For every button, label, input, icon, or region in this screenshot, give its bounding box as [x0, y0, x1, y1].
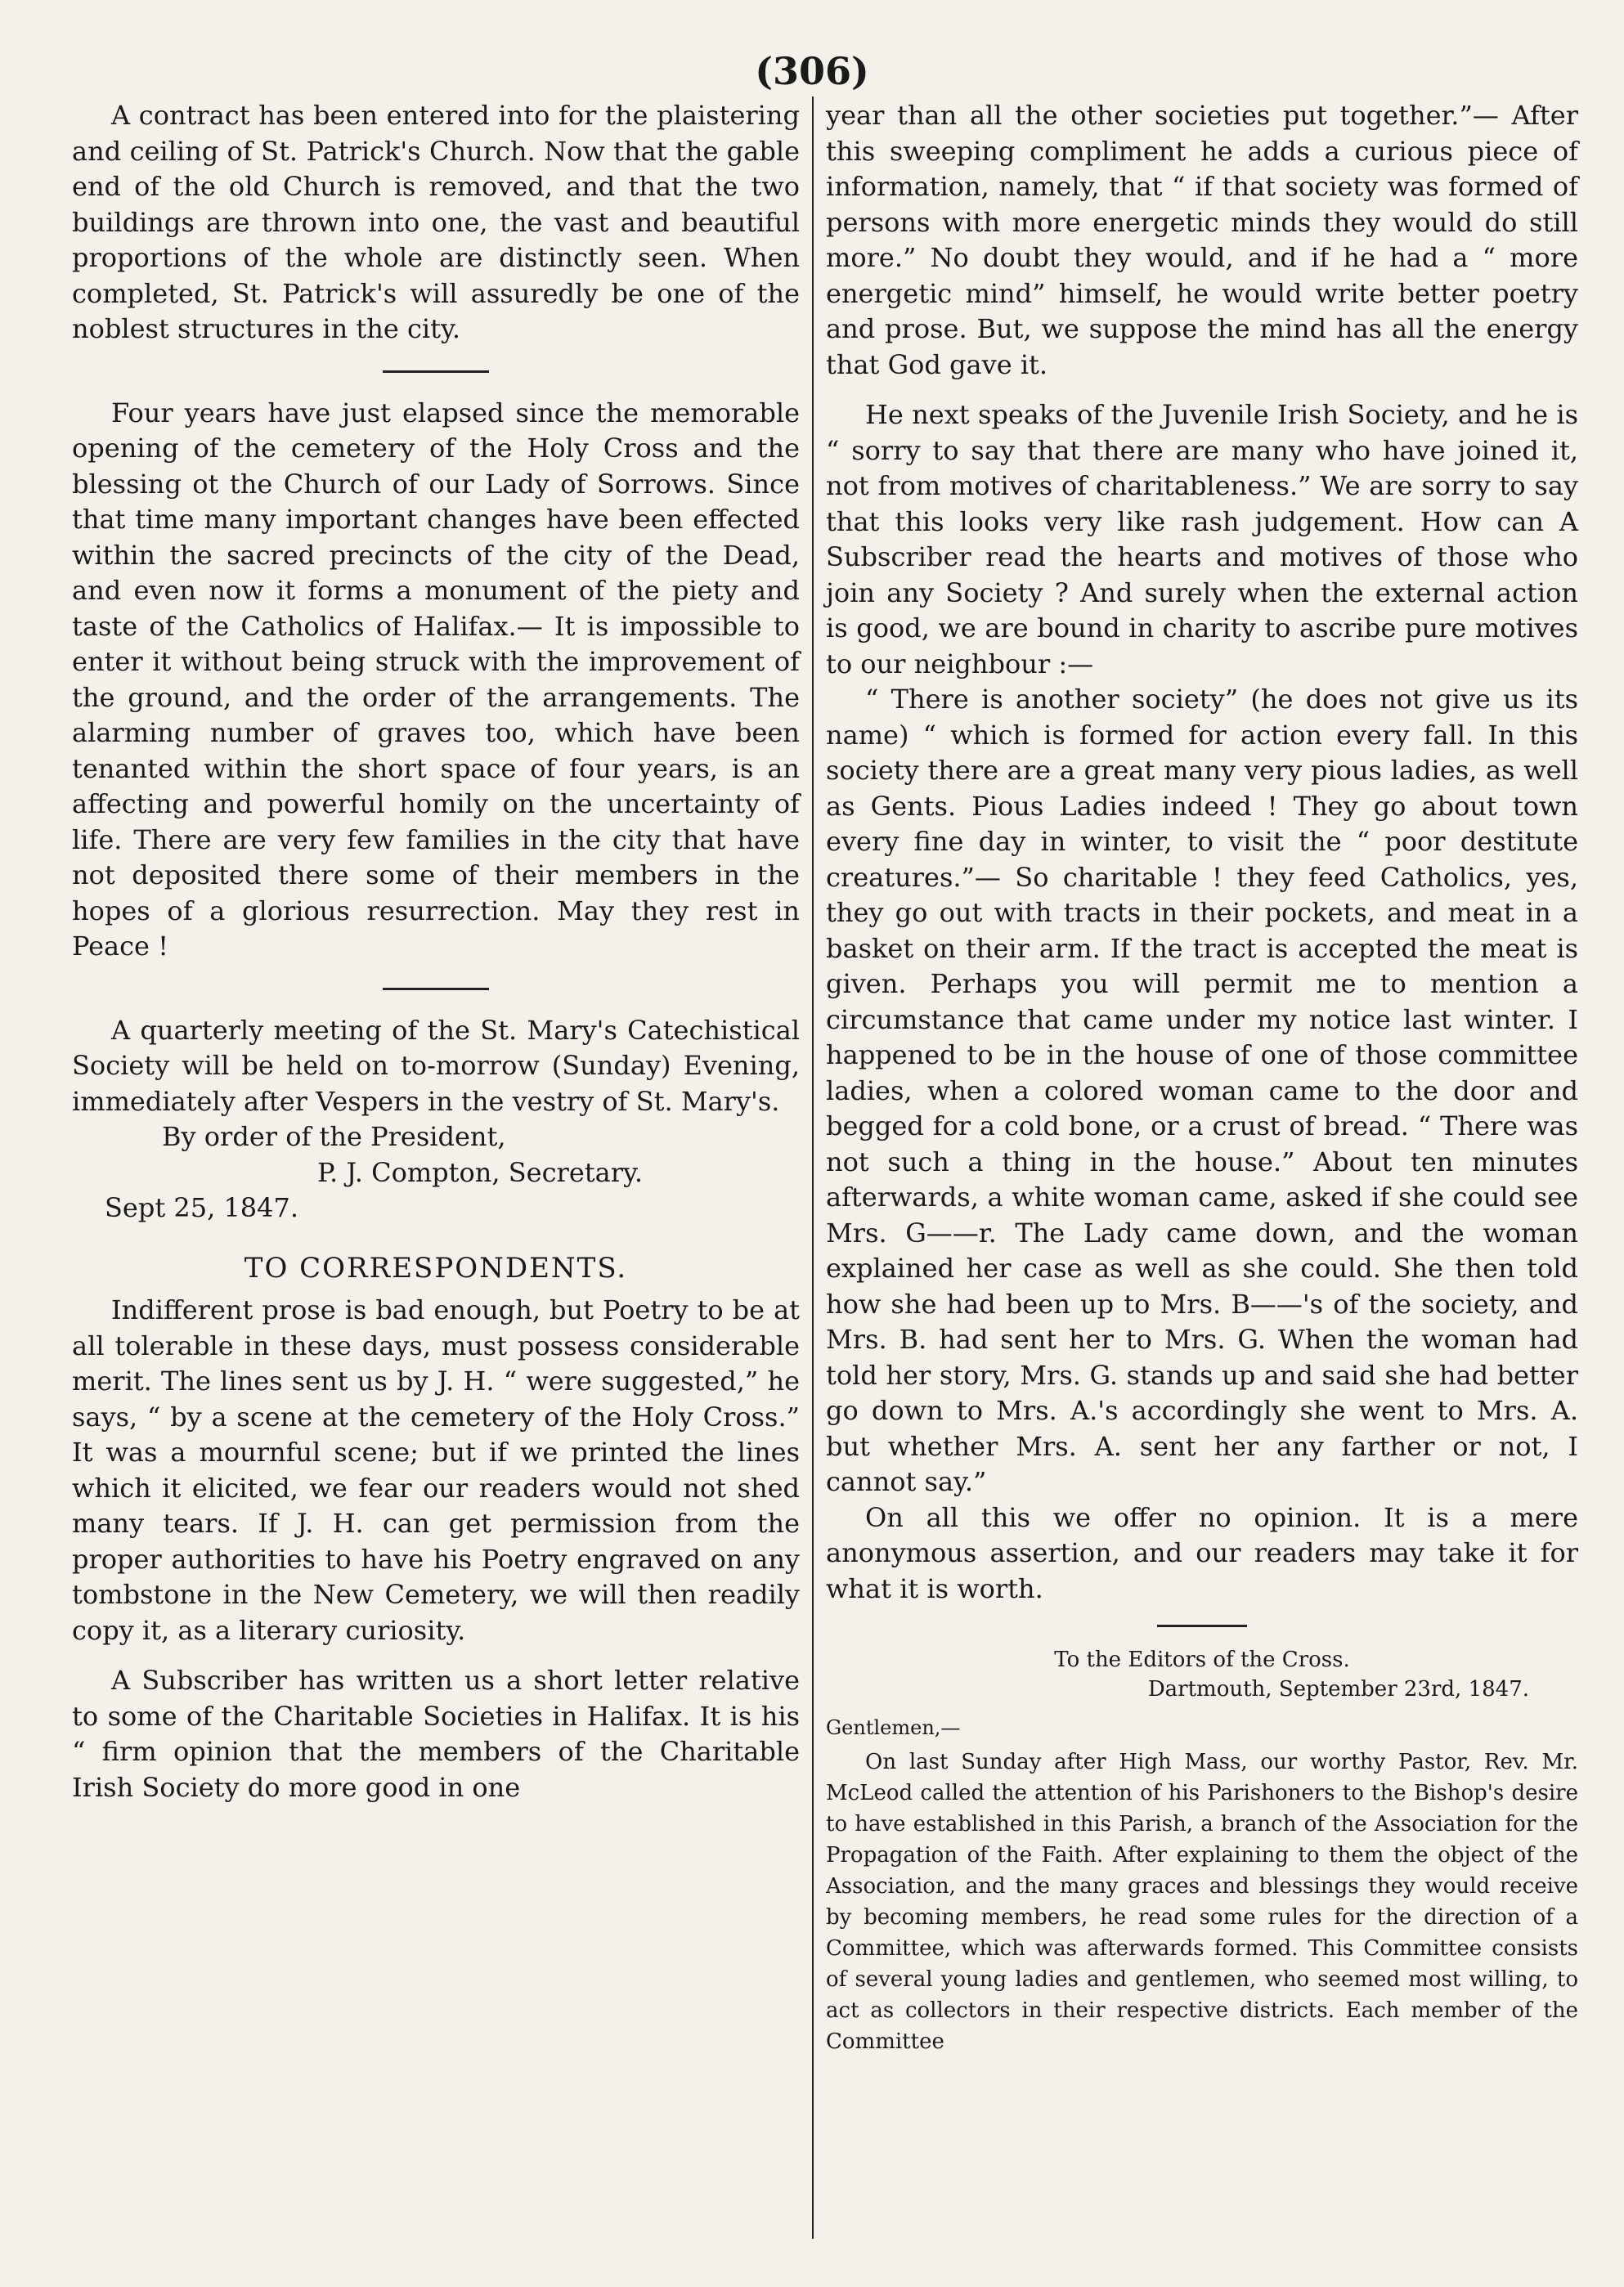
article-opinion: On all this we offer no opinion. It is a mere anonymous assertion, and our readers may take it for what it is worth. — [826, 1501, 1578, 1604]
article-contract: A contract has been entered into for the plaistering and ceiling of St. Patrick's Church. Now that the gable end of the old Church is removed, and that the two buildings are thrown into one, the vast and beautiful proportions of the whole are distinctly seen. When completed, St. Patrick's will assuredly be one of the noblest structures in the city. — [72, 100, 800, 344]
letter-salutation: Gentlemen,— — [826, 1716, 961, 1739]
section-rule — [383, 988, 489, 990]
article-poetry: Indifferent prose is bad enough, but Poetry to be at all tolerable in these days, must possess considerable merit. The lines sent us by J. H. “ were suggested,” he says, “ by a scene at the cemetery of the Holy Cross.” It was a mournful scene; but if we printed the lines which it elicited, we fear our readers would not shed many tears. If J. H. can get permission from the proper authorities to have his Poetry engraved on any tombstone in the New Cemetery, we will then readily copy it, as a literary curiosity. — [72, 1294, 800, 1646]
article-continued: year than all the other societies put together.”— After this sweeping compliment he adds a curious piece of information, namely, that “ if that society was formed of persons with more energetic minds they would do still more.” No doubt they would, and if he had a “ more energetic mind” himself, he would write better poetry and prose. But, we suppose the mind has all the energy that God gave it. — [826, 100, 1578, 380]
right-column — [826, 98, 1578, 2057]
section-heading: TO CORRESPONDENTS. — [244, 1251, 628, 1285]
signature-order: By order of the President, — [162, 1121, 506, 1152]
column-divider — [812, 96, 814, 2239]
article-subscriber: A Subscriber has written us a short letter relative to some of the Charitable Societies in Halifax. It is his “ firm opinion that the members of the Charitable Irish Society do more good in one — [72, 1665, 800, 1803]
letter-body: On last Sunday after High Mass, our worthy Pastor, Rev. Mr. McLeod called the attention of his Parishoners to the Bishop's desire to have established in this Parish, a branch of the Association for the Propagation of the Faith. After explaining to them the object of the Association, and the many graces and blessings they would receive by becoming members, he read some rules for the direction of a Committee, which was afterwards formed. This Committee consists of several young ladies and gentlemen, who seemed most willing, to act as collectors in their respective districts. Each member of the Committee — [826, 1749, 1578, 2054]
article-juvenile: He next speaks of the Juvenile Irish Society, and he is “ sorry to say that there are many who have joined it, not from motives of charitableness.” We are sorry to say that this looks very like rash judgement. How can A Subscriber read the hearts and motives of those who join any Society ? And surely when the external action is good, we are bound in charity to ascribe pure motives to our neighbour :— — [826, 399, 1578, 679]
page-number: (306) — [755, 49, 869, 93]
article-another-society: “ There is another society” (he does not give us its name) “ which is formed for action every fall. In this society there are a great many very pious ladies, as well as Gents. Pious Ladies indeed ! They go about town every fine day in winter, to visit the “ poor destitute creatures.”— So charitable ! they feed Catholics, yes, they go out with tracts in their pockets, and meat in a basket on their arm. If the tract is accepted the meat is given. Perhaps you will permit me to mention a circumstance that came under my notice last winter. I happened to be in the house of one of those committee ladies, when a colored woman came to the door and begged for a cold bone, or a crust of bread. “ There was not such a thing in the house.” About ten minutes afterwards, a white woman came, asked if she could see Mrs. G——r. The Lady came down, and the woman explained her case as well as she could. She then told how she had been up to Mrs. B——'s of the society, and Mrs. B. had sent her to Mrs. G. When the woman had told her story, Mrs. G. stands up and said she had better go down to Mrs. A.'s accordingly she went to Mrs. A. but whether Mrs. A. sent her any farther or not, I cannot say.” — [826, 684, 1578, 1497]
section-rule — [383, 370, 489, 373]
notice-meeting: A quarterly meeting of the St. Mary's Catechistical Society will be held on to-morrow (Sunday) Evening, immediately after Vespers in the vestry of St. Mary's. — [72, 1014, 800, 1117]
letter-dateline: Dartmouth, September 23rd, 1847. — [1147, 1677, 1529, 1702]
letter-addressee: To the Editors of the Cross. — [1054, 1648, 1350, 1672]
article-cemetery: Four years have just elapsed since the memorable opening of the cemetery of the Holy Cross and the blessing ot the Church of our Lady of Sorrows. Since that time many important changes have been effected within the sacred precincts of the city of the Dead, and even now it forms a monument of the piety and taste of the Catholics of Halifax.— It is impossible to enter it without being struck with the improvement of the ground, and the order of the arrangements. The alarming number of graves too, which have been tenanted within the short space of four years, is an affecting and powerful homily on the uncertainty of life. There are very few families in the city that have not deposited there some of their members in the hopes of a glorious resurrection. May they rest in Peace ! — [72, 397, 800, 962]
signature-secretary: P. J. Compton, Secretary. — [317, 1156, 643, 1188]
section-rule — [1157, 1625, 1247, 1627]
left-column — [72, 98, 800, 1805]
signature-date: Sept 25, 1847. — [105, 1192, 299, 1223]
